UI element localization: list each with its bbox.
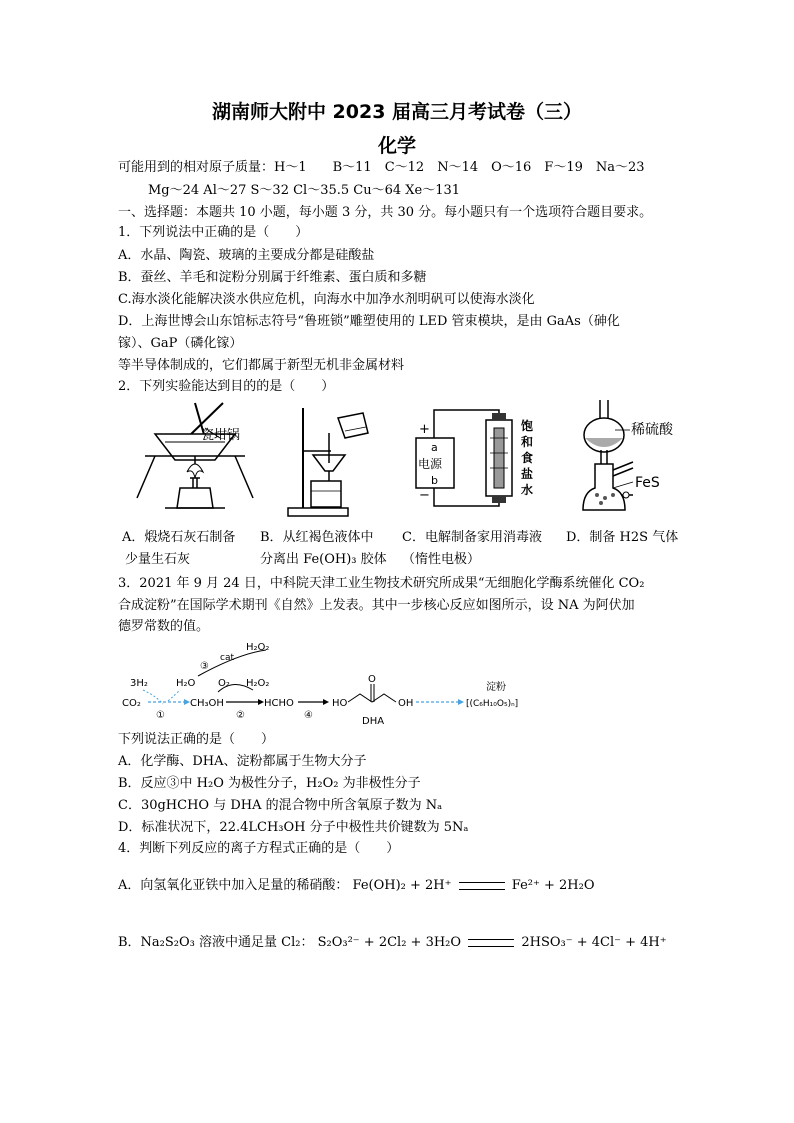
- saturated-label-1: 饱: [521, 419, 534, 433]
- q3-option-a: A．化学酶、DHA、淀粉都属于生物大分子: [118, 754, 367, 769]
- step-3-marker: ③: [200, 661, 209, 672]
- q4-option-b-equation-right: 2HSO₃⁻ + 4Cl⁻ + 4H⁺: [521, 935, 667, 950]
- q3-stem-line3: 德罗常数的值。: [118, 619, 210, 634]
- q3-option-c: C．30gHCHO 与 DHA 的混合物中所含氧原子数为 Nₐ: [118, 798, 443, 813]
- section-heading: 一、选择题：本题共 10 小题，每小题 3 分，共 30 分。每小题只有一个选项符合题目要求。: [118, 205, 653, 220]
- negative-sign-label: −: [419, 488, 430, 503]
- water-byproduct-label: H₂O: [176, 678, 196, 689]
- q3-stem-line1: 3．2021 年 9 月 24 日，中科院天津工业生物技术研究所成果“无细胞化学酶系统催化 CO₂: [118, 576, 645, 591]
- h2o2-mid-label: H₂O₂: [246, 678, 270, 689]
- q4-stem: 4．判断下列反应的离子方程式正确的是（ ）: [118, 841, 400, 856]
- q2-option-b-line2: 分离出 Fe(OH)₃ 胶体: [260, 552, 387, 567]
- oxygen-label: O₂: [218, 678, 230, 689]
- q3-stem-line2: 合成淀粉”在国际学术期刊《自然》上发表。其中一步核心反应如图所示，设 NA 为阿伏加: [118, 598, 635, 613]
- power-source-label: 电源: [418, 457, 443, 471]
- h2o2-top-label: H₂O₂: [246, 642, 270, 653]
- q1-option-a: A．水晶、陶瓷、玻璃的主要成分都是硅酸盐: [118, 248, 375, 263]
- reaction-equals-sign: [468, 939, 514, 947]
- positive-sign-label: +: [419, 422, 430, 437]
- q4-option-a: [118, 877, 595, 895]
- methanol-label: CH₃OH: [190, 698, 224, 709]
- dha-carbonyl-oxygen: O: [368, 674, 376, 685]
- q4-option-b: [118, 934, 667, 952]
- hydrogen-label: 3H₂: [130, 678, 148, 689]
- q4-option-a-equation-right: Fe²⁺ + 2H₂O: [511, 878, 595, 893]
- dha-hydroxyl-left: HO: [332, 698, 348, 709]
- starch-label: 淀粉: [486, 682, 506, 693]
- brine-label-1: 食: [521, 451, 534, 465]
- fes-label: FeS: [635, 475, 660, 491]
- crucible-apparatus-figure: [125, 398, 275, 522]
- electrolysis-apparatus-figure: [404, 398, 554, 524]
- exam-subject: 化学: [377, 135, 416, 157]
- q2-option-a-line1: A．煅烧石灰石制备: [122, 530, 236, 545]
- brine-label-2: 盐: [521, 467, 534, 481]
- q1-option-c: C.海水淡化能解决淡水供应危机，向海水中加净水剂明矾可以使海水淡化: [118, 292, 535, 307]
- atomic-masses-line2: Mg～24 Al～27 S～32 Cl～35.5 Cu～64 Xe～131: [148, 183, 461, 198]
- q2-option-a-line2: 少量生石灰: [125, 552, 191, 567]
- q4-option-a-text: A．向氢氧化亚铁中加入足量的稀硝酸：: [118, 878, 349, 893]
- h2s-generator-figure: [575, 400, 685, 522]
- q3-option-d: D．标准状况下，22.4LCH₃OH 分子中极性共价键数为 5Nₐ: [118, 820, 469, 835]
- starch-formula: [(C₆H₁₀O₅)ₙ]: [466, 699, 519, 709]
- formaldehyde-label: HCHO: [264, 698, 294, 709]
- q1-option-d-line2: 镓）、GaP（磷化镓）: [118, 336, 243, 351]
- q1-option-b: B．蚕丝、羊毛和淀粉分别属于纤维素、蛋白质和多糖: [118, 270, 427, 285]
- q4-option-b-text: B．Na₂S₂O₃ 溶液中通足量 Cl₂：: [118, 935, 314, 950]
- catalyst-label: cat: [220, 653, 234, 663]
- q2-option-c-line2: （惰性电极）: [402, 552, 481, 567]
- q2-option-d: D．制备 H2S 气体: [566, 530, 679, 545]
- q1-option-d-line1: D．上海世博会山东馆标志符号“鲁班锁”雕塑使用的 LED 管束模块，是由 GaAs（砷化: [118, 314, 620, 329]
- atomic-masses-line1: 可能用到的相对原子质量：H～1 B～11 C～12 N～14 O～16 F～19 Na～23: [118, 160, 645, 175]
- starch-synthesis-pathway-diagram: [118, 636, 538, 732]
- dha-hydroxyl-right: OH: [398, 698, 414, 709]
- q2-stem: 2．下列实验能达到目的的是（ ）: [118, 379, 335, 394]
- dilute-sulfuric-acid-label: 稀硫酸: [631, 422, 673, 438]
- q4-option-a-equation-left: Fe(OH)₂ + 2H⁺: [352, 878, 452, 893]
- dha-label: DHA: [362, 716, 385, 727]
- exam-title: 湖南师大附中 2023 届高三月考试卷（三）: [211, 101, 583, 123]
- reaction-equals-sign: [459, 882, 505, 890]
- q3-question: 下列说法正确的是（ ）: [118, 732, 275, 747]
- co2-label: CO₂: [122, 698, 141, 709]
- filtration-apparatus-figure: [283, 403, 383, 525]
- water-label: 水: [521, 483, 534, 497]
- q1-option-d-line3: 等半导体制成的，它们都属于新型无机非金属材料: [118, 358, 405, 373]
- crucible-label: 瓷坩锅: [201, 428, 241, 443]
- power-terminal-a-label: a: [431, 441, 438, 454]
- step-2-marker: ②: [236, 710, 245, 721]
- saturated-label-2: 和: [521, 435, 534, 449]
- q3-option-b: B．反应③中 H₂O 为极性分子，H₂O₂ 为非极性分子: [118, 776, 421, 791]
- q1-stem: 1．下列说法中正确的是（ ）: [118, 225, 309, 240]
- q2-option-c-line1: C．电解制备家用消毒液: [402, 530, 542, 545]
- q4-option-b-equation-left: S₂O₃²⁻ + 2Cl₂ + 3H₂O: [317, 935, 462, 950]
- step-1-marker: ①: [156, 710, 165, 721]
- power-terminal-b-label: b: [431, 474, 438, 487]
- step-4-marker: ④: [304, 710, 313, 721]
- q2-option-b-line1: B．从红褐色液体中: [260, 530, 374, 545]
